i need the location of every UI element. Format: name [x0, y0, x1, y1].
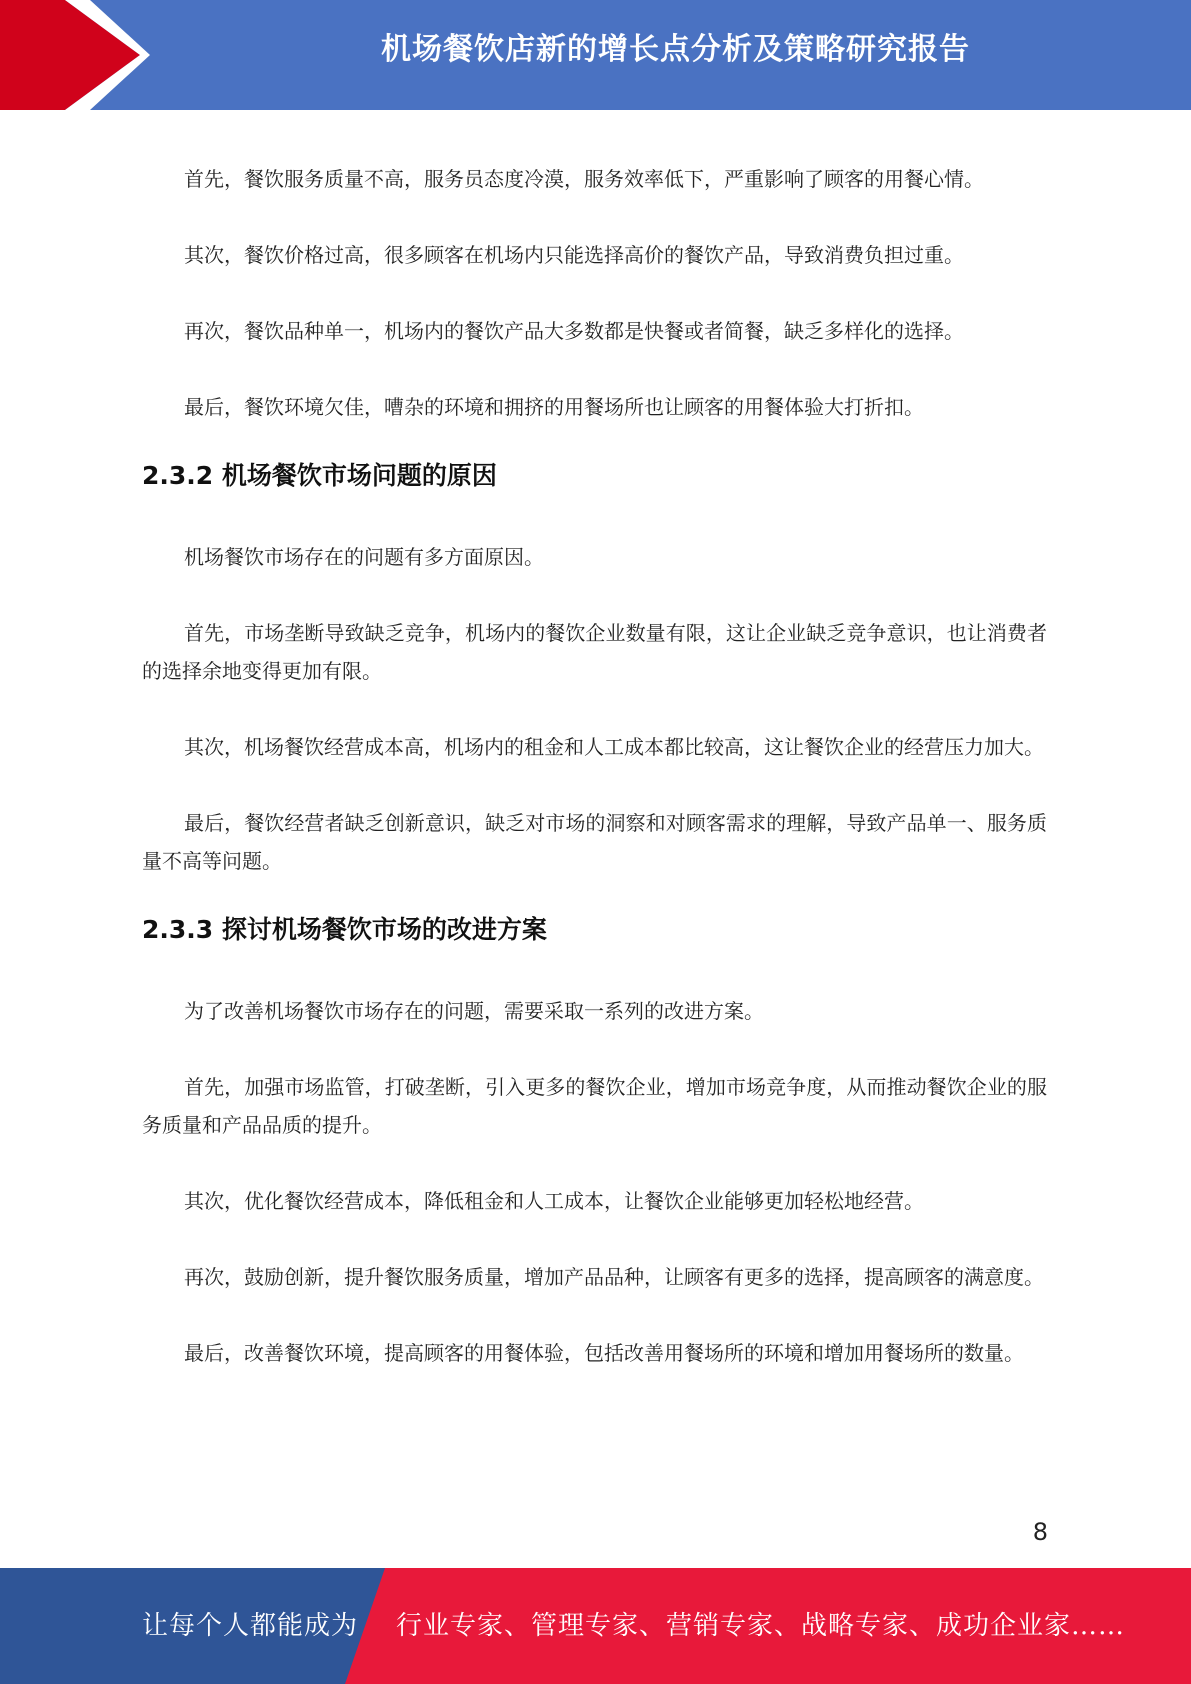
paragraph: 其次，优化餐饮经营成本，降低租金和人工成本，让餐饮企业能够更加轻松地经营。: [184, 1189, 924, 1213]
paragraph: 首先，市场垄断导致缺乏竞争，机场内的餐饮企业数量有限，这让企业缺乏竞争意识，也让消费者的选择余地变得更加有限。: [142, 621, 1047, 683]
report-title: 机场餐饮店新的增长点分析及策略研究报告: [381, 32, 970, 67]
header-arrow-decoration: [0, 0, 150, 110]
paragraph: 再次，鼓励创新，提升餐饮服务质量，增加产品品种，让顾客有更多的选择，提高顾客的满意度。: [184, 1265, 1044, 1289]
page-number: 8: [1032, 1518, 1048, 1546]
page-header-banner: [0, 0, 1191, 110]
section-heading-2-3-2: 2.3.2 机场餐饮市场问题的原因: [142, 461, 497, 490]
document-body: [142, 160, 1047, 1372]
footer-slogan-left: 让每个人都能成为: [142, 1611, 359, 1641]
paragraph: 机场餐饮市场存在的问题有多方面原因。: [184, 545, 544, 569]
footer-slogan-right: 行业专家、管理专家、营销专家、战略专家、成功企业家……: [396, 1611, 1126, 1641]
paragraph: 最后，改善餐饮环境，提高顾客的用餐体验，包括改善用餐场所的环境和增加用餐场所的数量。: [184, 1341, 1024, 1365]
page-footer-banner: [0, 1568, 1191, 1684]
paragraph: 首先，加强市场监管，打破垄断，引入更多的餐饮企业，增加市场竞争度，从而推动餐饮企业的服务质量和产品品质的提升。: [142, 1075, 1047, 1137]
paragraph: 最后，餐饮经营者缺乏创新意识，缺乏对市场的洞察和对顾客需求的理解，导致产品单一、服务质量不高等问题。: [142, 811, 1047, 873]
paragraph: 首先，餐饮服务质量不高，服务员态度冷漠，服务效率低下，严重影响了顾客的用餐心情。: [184, 167, 984, 191]
paragraph: 再次，餐饮品种单一，机场内的餐饮产品大多数都是快餐或者简餐，缺乏多样化的选择。: [184, 319, 964, 343]
paragraph: 为了改善机场餐饮市场存在的问题，需要采取一系列的改进方案。: [184, 999, 764, 1023]
paragraph: 其次，机场餐饮经营成本高，机场内的租金和人工成本都比较高，这让餐饮企业的经营压力加大。: [184, 735, 1044, 759]
section-heading-2-3-3: 2.3.3 探讨机场餐饮市场的改进方案: [142, 915, 547, 944]
paragraph: 最后，餐饮环境欠佳，嘈杂的环境和拥挤的用餐场所也让顾客的用餐体验大打折扣。: [184, 395, 924, 419]
paragraph: 其次，餐饮价格过高，很多顾客在机场内只能选择高价的餐饮产品，导致消费负担过重。: [184, 243, 964, 267]
